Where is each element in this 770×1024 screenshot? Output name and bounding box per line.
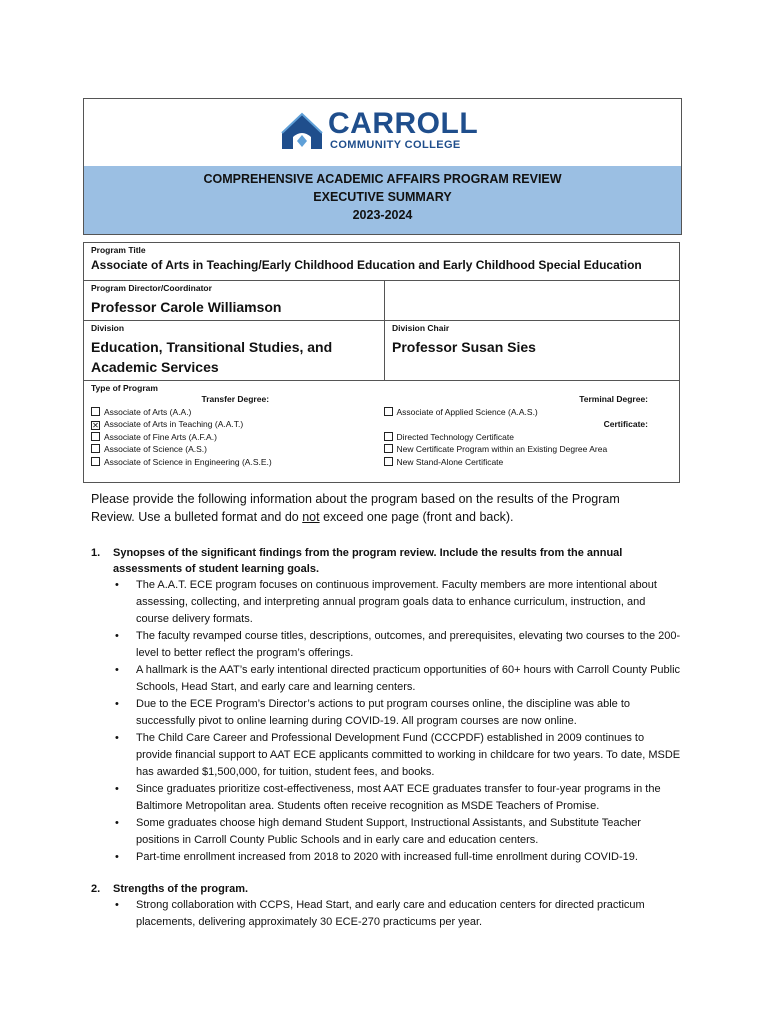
report-title: COMPREHENSIVE ACADEMIC AFFAIRS PROGRAM REVIEW <box>203 172 562 186</box>
program-type-label: Type of Program <box>91 383 158 393</box>
title-band <box>84 166 681 234</box>
checked-checkbox-icon[interactable]: ✕ <box>92 421 99 430</box>
list-item: • The A.A.T. ECE program focuses on continuous improvement. Faculty members are more intentional about assessing, collecting, and interpreting annual program goals data to enhance curriculum, instruction, and course delivery formats. <box>91 577 681 628</box>
section-title: Synopses of the significant findings from the program review. Include the results from the annual assessments of student learning goals. <box>113 547 623 575</box>
transfer-option[interactable]: Associate of Arts (A.A.) <box>91 406 380 419</box>
section-title: Strengths of the program. <box>113 883 249 895</box>
list-item: • The Child Care Career and Professional Development Fund (CCCPDF) established in 2009 continues to provide financial support to AAT ECE applicants committed to working in childcare for two years. To date, MSDE has awarded $1,500,000, for tuition, student fees, and books. <box>91 730 681 781</box>
logo-name: CARROLL <box>328 107 479 140</box>
checkbox-icon[interactable] <box>384 457 393 466</box>
transfer-heading: Transfer Degree: <box>201 394 270 404</box>
section-number: 2. <box>91 883 101 895</box>
underlined-word: not <box>302 510 320 524</box>
checkbox-icon[interactable] <box>91 444 100 453</box>
chair-label: Division Chair <box>392 323 450 333</box>
list-item: • Due to the ECE Program’s Director’s actions to put program courses online, the discipline was able to successfully pivot to online learning during COVID-19. All program courses are now online. <box>91 696 681 730</box>
list-item: • A hallmark is the AAT’s early intentional directed practicum opportunities of 60+ hours with Carroll County Public Schools, Head Start, and early care and learning centers. <box>91 662 681 696</box>
director-empty-cell <box>385 281 680 321</box>
transfer-option[interactable]: Associate of Science (A.S.) <box>91 443 380 456</box>
checkbox-icon[interactable] <box>384 432 393 441</box>
certificate-heading: Certificate: <box>603 419 648 429</box>
director-label: Program Director/Coordinator <box>91 283 212 293</box>
certificate-option[interactable]: New Stand-Alone Certificate <box>384 456 673 469</box>
section-findings <box>91 545 681 866</box>
report-subtitle: EXECUTIVE SUMMARY <box>313 190 452 204</box>
division-cell <box>84 321 385 381</box>
checkbox-icon[interactable] <box>384 407 393 416</box>
transfer-option[interactable]: Associate of Fine Arts (A.F.A.) <box>91 431 380 444</box>
list-item: • The faculty revamped course titles, descriptions, outcomes, and prerequisites, elevating two courses to the 200-level to better reflect the program’s offerings. <box>91 628 681 662</box>
chair-cell <box>385 321 680 381</box>
program-type-cell <box>84 381 680 483</box>
terminal-heading: Terminal Degree: <box>579 394 648 404</box>
section-strengths <box>91 881 681 931</box>
findings-list <box>91 577 681 866</box>
program-title-label: Program Title <box>91 245 146 255</box>
section-number: 1. <box>91 547 101 559</box>
checkbox-icon[interactable] <box>91 407 100 416</box>
section-heading <box>91 881 681 897</box>
terminal-option[interactable]: Associate of Applied Science (A.A.S.) <box>384 406 673 419</box>
logo-area <box>84 99 681 166</box>
instructions-paragraph: Please provide the following information about the program based on the results of the Program Review. Use a bulleted format and do not exceed one page (front and back). <box>91 492 620 524</box>
section-heading <box>91 545 681 577</box>
transfer-option[interactable]: Associate of Science in Engineering (A.S.E.) <box>91 456 380 469</box>
terminal-column <box>380 393 673 468</box>
list-item: • Some graduates choose high demand Student Support, Instructional Assistants, and Substitute Teacher positions in Carroll County Public Schools and in early care and education centers. <box>91 815 681 849</box>
division-value: Education, Transitional Studies, and Academic Services <box>91 339 333 375</box>
director-value: Professor Carole Williamson <box>91 299 282 315</box>
house-logo-icon <box>280 111 324 151</box>
transfer-option[interactable]: ✕ Associate of Arts in Teaching (A.A.T.) <box>92 419 244 430</box>
strengths-list <box>91 897 681 931</box>
checkbox-icon[interactable] <box>91 457 100 466</box>
list-item: • Since graduates prioritize cost-effectiveness, most AAT ECE graduates transfer to four-year programs in the Baltimore Metropolitan area. Students often receive recognition as MSDE Teachers of Promise. <box>91 781 681 815</box>
header-frame <box>83 98 682 235</box>
checkbox-icon[interactable] <box>384 444 393 453</box>
transfer-column <box>91 393 380 468</box>
chair-value: Professor Susan Sies <box>392 339 536 355</box>
certificate-option[interactable]: New Certificate Program within an Existing Degree Area <box>384 443 673 456</box>
program-info-table <box>83 242 680 483</box>
report-year: 2023-2024 <box>352 208 413 222</box>
college-logo <box>280 107 479 152</box>
program-title-value: Associate of Arts in Teaching/Early Childhood Education and Early Childhood Special Education <box>91 258 642 272</box>
division-label: Division <box>91 323 125 333</box>
list-item: • Strong collaboration with CCPS, Head Start, and early care and education centers for directed practicum placements, delivering approximately 30 ECE-270 practicums per year. <box>91 897 681 931</box>
list-item: • Part-time enrollment increased from 2018 to 2020 with increased full-time enrollment during COVID-19. <box>91 849 681 866</box>
checkbox-icon[interactable] <box>91 432 100 441</box>
certificate-option[interactable]: Directed Technology Certificate <box>384 431 673 444</box>
director-cell <box>84 281 385 321</box>
logo-subtitle: COMMUNITY COLLEGE <box>330 139 461 151</box>
program-title-cell <box>84 243 680 281</box>
